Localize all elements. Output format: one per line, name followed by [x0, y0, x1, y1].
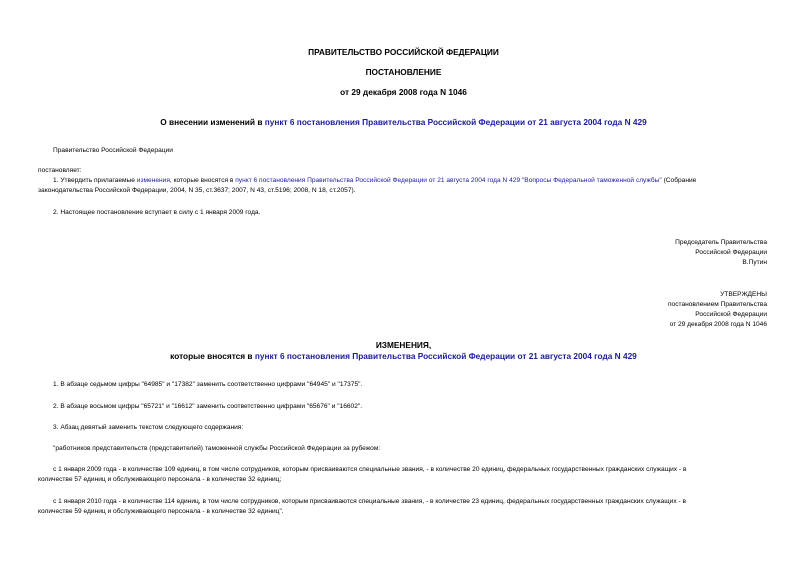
- item-1-line-2: законодательства Российской Федерации, 2004, N 35, ст.3637; 2007, N 43, ст.5196; 2008, N 18, ст.2057).: [38, 187, 356, 194]
- changes-title: ИЗМЕНЕНИЯ,: [375, 340, 432, 350]
- changes-subtitle: [0, 351, 807, 361]
- item-1-text-a: 1. Утвердить прилагаемые: [53, 177, 137, 184]
- title-prefix: О внесении изменений в: [160, 117, 265, 127]
- item-1-line-1: [53, 176, 696, 186]
- change-2010-line-1: с 1 января 2010 года - в количестве 114 единиц, в том числе сотрудников, которым присваиваются специальные звания, - в количестве 23 единиц, федеральных государственных гражданских служащих - в: [53, 498, 686, 505]
- signature-name: В.Путин: [742, 259, 767, 266]
- approved-by: постановлением Правительства: [667, 301, 767, 308]
- signature-org: Российской Федерации: [695, 249, 767, 256]
- changes-link[interactable]: изменения: [136, 177, 170, 184]
- changes-subtitle-prefix: которые вносятся в: [170, 351, 255, 361]
- government-heading: ПРАВИТЕЛЬСТВО РОССИЙСКОЙ ФЕДЕРАЦИИ: [308, 47, 499, 57]
- item-1-text-b: , которые вносятся в: [169, 177, 236, 184]
- item-2: 2. Настоящее постановление вступает в силу с 1 января 2009 года.: [53, 209, 261, 216]
- issuer: Правительство Российской Федерации: [53, 147, 173, 154]
- approved-label: УТВЕРЖДЕНЫ: [720, 291, 767, 298]
- change-2009-line-2: количестве 57 единиц и обслуживающего персонала - в количестве 32 единиц;: [38, 476, 282, 483]
- changes-subtitle-link[interactable]: пункт 6 постановления Правительства Российской Федерации от 21 августа 2004 года N 429: [254, 351, 637, 361]
- change-1: 1. В абзаце седьмом цифры "64985" и "17382" заменить соответственно цифрами "64945" и "17375".: [53, 381, 363, 388]
- item-1-text-c: (Собрание: [661, 177, 697, 184]
- resolution-429-link[interactable]: пункт 6 постановления Правительства Российской Федерации от 21 августа 2004 года N 429 "Вопросы Федеральной таможенной службы": [235, 177, 662, 184]
- signature-position: Председатель Правительства: [675, 239, 767, 246]
- change-2: 2. В абзаце восьмом цифры "65721" и "16612" заменить соответственно цифрами "65676" и "16602".: [53, 403, 363, 410]
- document-type: ПОСТАНОВЛЕНИЕ: [365, 67, 442, 77]
- decides: постановляет:: [38, 167, 82, 174]
- title-link[interactable]: пункт 6 постановления Правительства Российской Федерации от 21 августа 2004 года N 429: [264, 117, 647, 127]
- approved-date: от 29 декабря 2008 года N 1046: [669, 321, 767, 328]
- change-quote-intro: "работников представительств (представителей) таможенной службы Российской Федерации за рубежом:: [53, 445, 381, 452]
- document-date: от 29 декабря 2008 года N 1046: [340, 87, 467, 97]
- approved-org: Российской Федерации: [695, 311, 767, 318]
- change-2010-line-2: количестве 59 единиц и обслуживающего персонала - в количестве 32 единиц".: [38, 508, 284, 515]
- change-3: 3. Абзац девятый заменить текстом следующего содержания:: [53, 424, 244, 431]
- change-2009-line-1: с 1 января 2009 года - в количестве 109 единиц, в том числе сотрудников, которым присваиваются специальные звания, - в количестве 20 единиц, федеральных государственных гражданских служащих - в: [53, 466, 687, 473]
- document-title: [0, 117, 807, 127]
